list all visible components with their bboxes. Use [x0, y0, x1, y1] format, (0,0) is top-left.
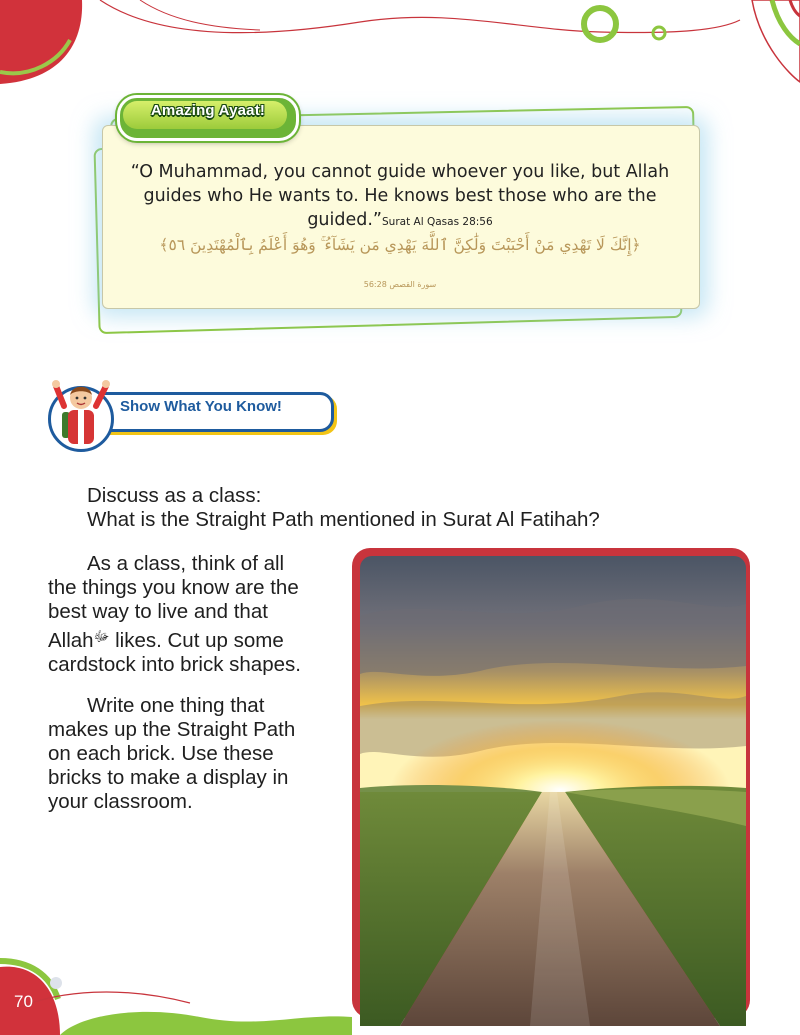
kid-cheering-icon: [50, 372, 112, 450]
discussion-question-line: What is the Straight Path mentioned in Surat Al Fatihah?: [87, 508, 600, 531]
ayaat-arabic-reference: سورة القصص 56:28: [363, 280, 437, 289]
wavy-line-top: [100, 0, 740, 33]
ayaat-quote-reference: Surat Al Qasas 28:56: [382, 216, 493, 228]
show-what-you-know-label: Show What You Know!: [120, 398, 282, 415]
paragraph-1-line-2: the things you know are the: [48, 576, 299, 599]
green-ring-small: [653, 27, 665, 39]
paragraph-2-line-2: makes up the Straight Path: [48, 718, 296, 741]
allah-word: Allah: [48, 629, 94, 652]
paragraph-2-line-3: on each brick. Use these: [48, 742, 274, 765]
green-wave-bottom: [60, 1012, 352, 1035]
honorific-symbol: ﷻ: [93, 628, 110, 644]
paragraph-1-line-4-rest: likes. Cut up some: [109, 629, 284, 652]
activity-paragraph-2: [48, 694, 348, 814]
paragraph-1-line-4: [48, 624, 348, 653]
paragraph-2-line-5: your classroom.: [48, 790, 193, 813]
ayaat-badge-label: Amazing Ayaat!: [150, 102, 266, 119]
bottom-decoration: [0, 955, 800, 1035]
discussion-intro-line: Discuss as a class:: [87, 484, 262, 507]
ayaat-quote-text: “O Muhammad, you cannot guide whoever you like, but Allah guides who He wants to. He knows best those who are the guided.”: [130, 162, 670, 230]
grey-dot-bottom: [50, 977, 62, 989]
paragraph-2-line-1: Write one thing that: [87, 694, 265, 717]
top-decoration: [0, 0, 800, 110]
ayaat-arabic-text: ﴿إِنَّكَ لَا تَهْدِي مَنْ أَحْبَبْتَ وَلَٰكِنَّ ٱللَّهَ يَهْدِي مَن يَشَآءُ ۚ وَهُوَ أَعْلَمُ بِٱلْمُهْتَدِينَ ٥٦﴾: [159, 236, 641, 254]
ayaat-quote: [110, 160, 690, 234]
discussion-prompt: [87, 484, 687, 532]
green-ring-large: [584, 8, 616, 40]
paragraph-2-line-4: bricks to make a display in: [48, 766, 289, 789]
paragraph-1-line-1: As a class, think of all: [87, 552, 285, 575]
activity-paragraph-1: [48, 552, 348, 677]
paragraph-1-line-3: best way to live and that: [48, 600, 268, 623]
paragraph-1-line-5: cardstock into brick shapes.: [48, 653, 301, 676]
page-number: 70: [14, 992, 33, 1011]
